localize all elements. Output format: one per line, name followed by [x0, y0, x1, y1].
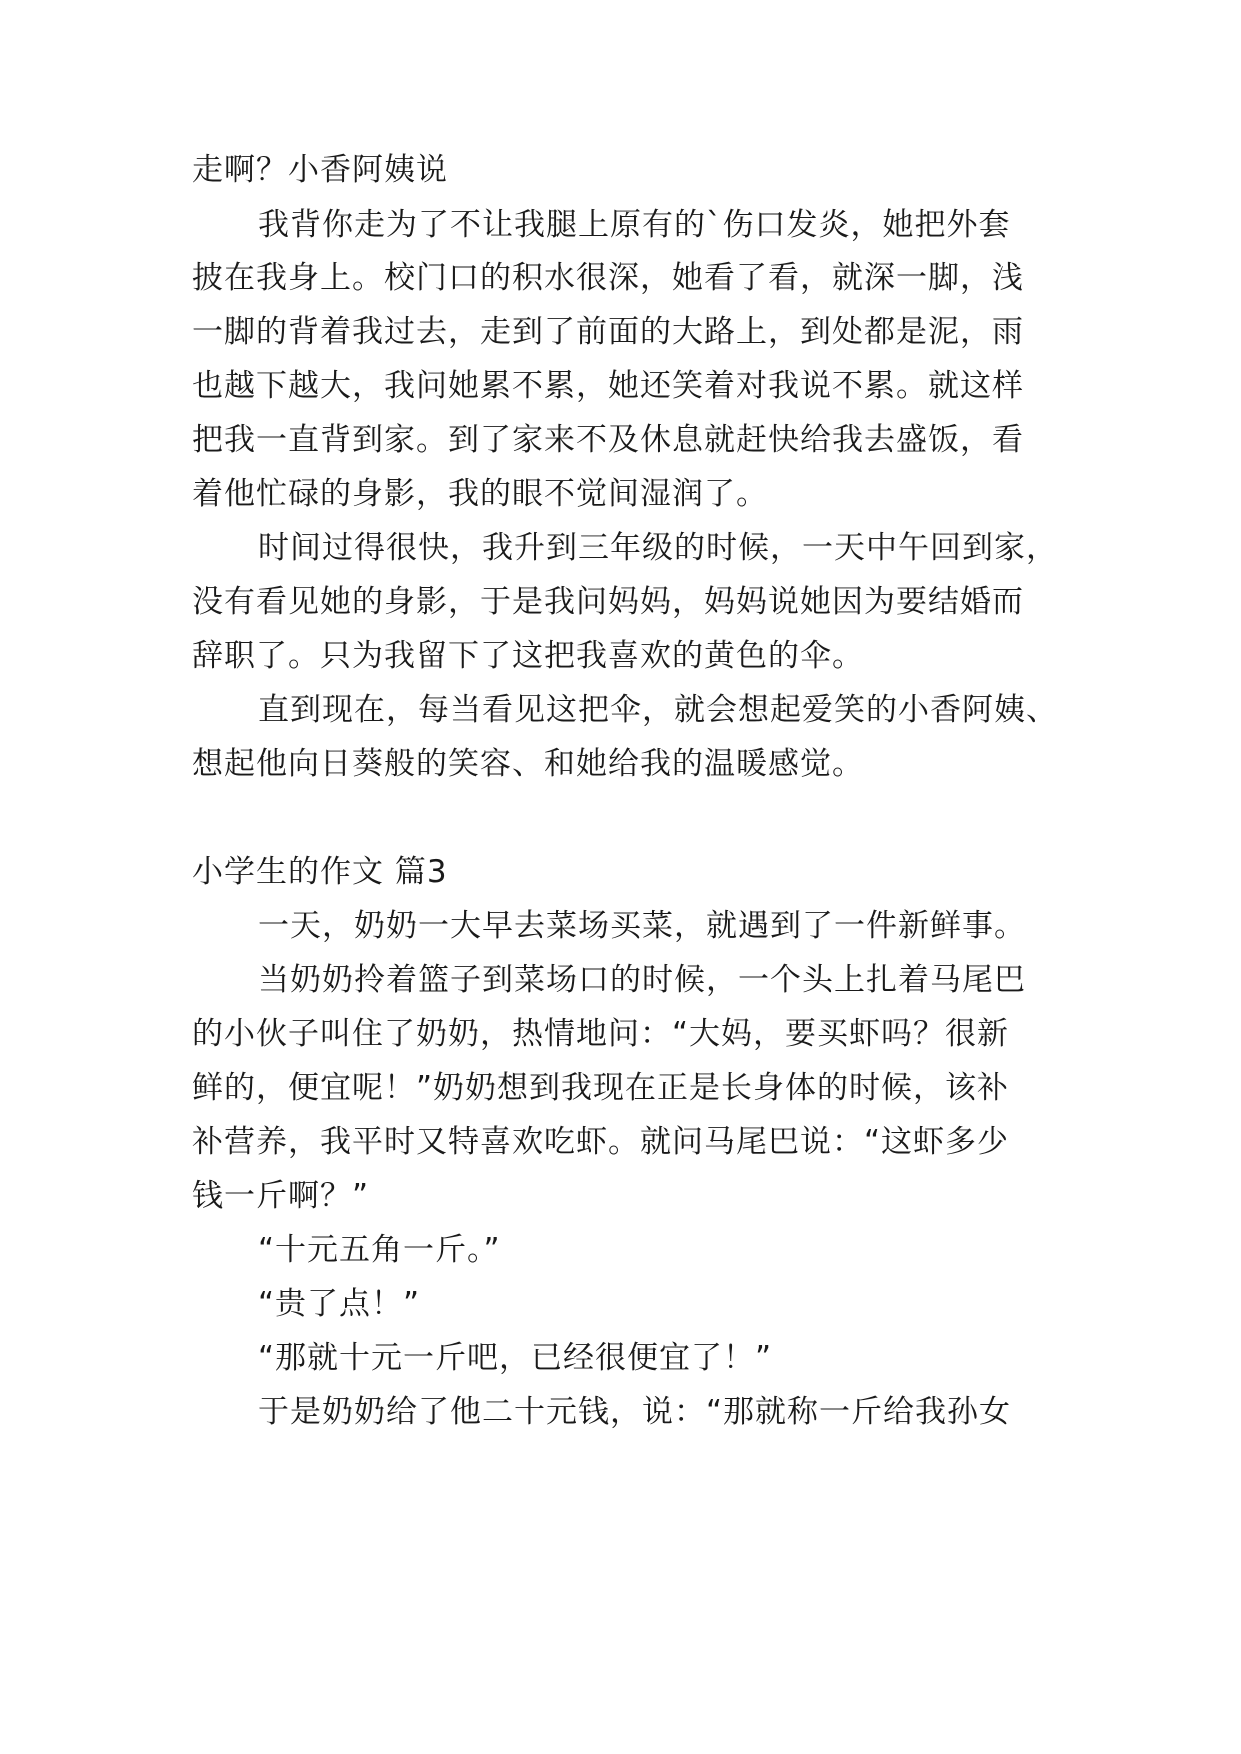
text-line: 辞职了。只为我留下了这把我喜欢的黄色的伞。	[192, 638, 864, 674]
paragraph-start-line: 当奶奶拎着篮子到菜场口的时候，一个头上扎着马尾巴	[258, 962, 1026, 998]
paragraph-start-line: 一天，奶奶一大早去菜场买菜，就遇到了一件新鲜事。	[258, 908, 1026, 944]
paragraph-start-line: 直到现在，每当看见这把伞，就会想起爱笑的小香阿姨、	[258, 692, 1058, 728]
text-line: 着他忙碌的身影，我的眼不觉间湿润了。	[192, 476, 768, 512]
dialogue-line: “那就十元一斤吧，已经很便宜了！”	[258, 1340, 773, 1376]
text-line: 一脚的背着我过去，走到了前面的大路上，到处都是泥，雨	[192, 314, 1024, 350]
text-line: 补营养，我平时又特喜欢吃虾。就问马尾巴说：“这虾多少	[192, 1124, 1010, 1160]
text-line: 披在我身上。校门口的积水很深，她看了看，就深一脚，浅	[192, 260, 1024, 296]
text-line: 的小伙子叫住了奶奶，热情地问：“大妈，要买虾吗？很新	[192, 1016, 1010, 1052]
text-line: 鲜的，便宜呢！”奶奶想到我现在正是长身体的时候，该补	[192, 1070, 1010, 1106]
dialogue-line: “十元五角一斤。”	[258, 1232, 501, 1268]
text-line: 走啊？小香阿姨说	[192, 152, 448, 188]
text-line: 没有看见她的身影，于是我问妈妈，妈妈说她因为要结婚而	[192, 584, 1024, 620]
text-line: 把我一直背到家。到了家来不及休息就赶快给我去盛饭，看	[192, 422, 1024, 458]
section-heading: 小学生的作文 篇3	[192, 854, 448, 890]
paragraph-start-line: 我背你走为了不让我腿上原有的`伤口发炎，她把外套	[258, 207, 1011, 243]
text-line: 也越下越大，我问她累不累，她还笑着对我说不累。就这样	[192, 368, 1024, 404]
paragraph-start-line: 于是奶奶给了他二十元钱，说：“那就称一斤给我孙女	[258, 1394, 1012, 1430]
dialogue-line: “贵了点！”	[258, 1286, 421, 1322]
text-line: 钱一斤啊？”	[192, 1178, 370, 1214]
paragraph-start-line: 时间过得很快，我升到三年级的时候，一天中午回到家，	[258, 530, 1058, 566]
text-line: 想起他向日葵般的笑容、和她给我的温暖感觉。	[192, 746, 864, 782]
